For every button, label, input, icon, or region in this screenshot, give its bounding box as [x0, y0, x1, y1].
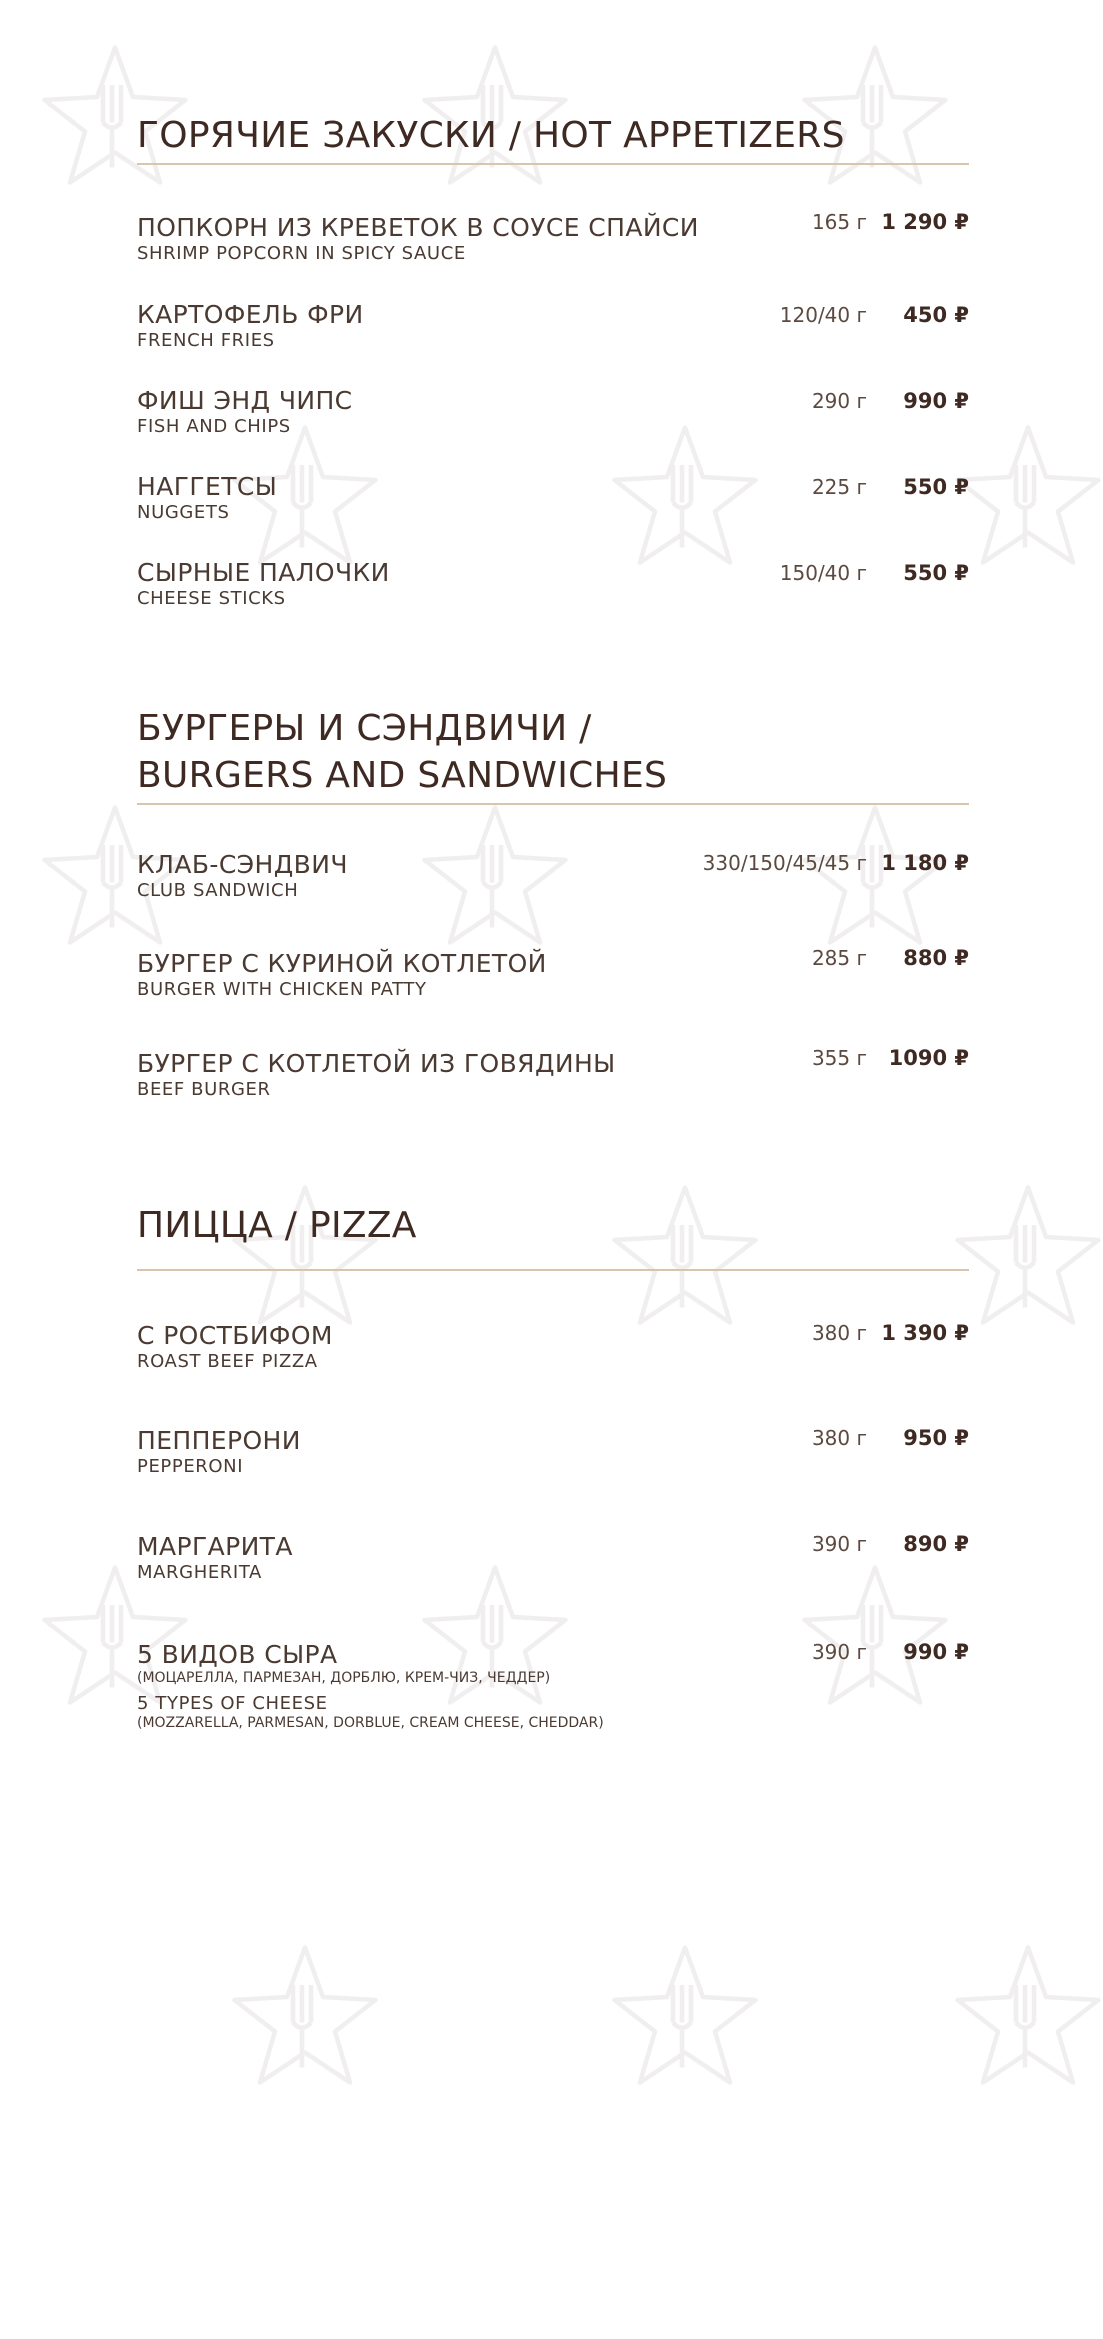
watermark [230, 1940, 380, 2130]
item-weight: 390 г [811, 1532, 867, 1556]
section-title: ПИЦЦА / PIZZA [137, 1205, 417, 1246]
section-divider [137, 1269, 969, 1271]
item-weight: 380 г [811, 1321, 867, 1345]
menu-item-french-fries [137, 300, 969, 352]
item-ingredients-ru: (МОЦАРЕЛЛА, ПАРМЕЗАН, ДОРБЛЮ, КРЕМ-ЧИЗ, ЧЕДДЕР) [137, 1670, 551, 1686]
item-name-ru: 5 ВИДОВ СЫРА [137, 1640, 338, 1669]
item-name-en: NUGGETS [137, 502, 230, 523]
section-title: ГОРЯЧИЕ ЗАКУСКИ / HOT APPETIZERS [137, 115, 845, 156]
item-name-en: BEEF BURGER [137, 1079, 271, 1100]
item-weight: 150/40 г [779, 561, 867, 585]
item-price: 550 ₽ [903, 561, 969, 585]
item-name-en: BURGER WITH CHICKEN PATTY [137, 979, 427, 1000]
item-name-ru: ФИШ ЭНД ЧИПС [137, 386, 353, 415]
item-weight: 285 г [811, 946, 867, 970]
item-name-ru: ПОПКОРН ИЗ КРЕВЕТОК В СОУСЕ СПАЙСИ [137, 213, 699, 242]
section-pizza [137, 1202, 969, 1271]
item-price: 450 ₽ [903, 303, 969, 327]
item-name-ru: МАРГАРИТА [137, 1532, 293, 1561]
watermark [953, 1940, 1103, 2130]
watermark-logo-icon [953, 1940, 1103, 2090]
menu-item-roast-beef-pizza [137, 1321, 969, 1373]
item-price: 1 290 ₽ [881, 210, 969, 234]
section-title: БУРГЕРЫ И СЭНДВИЧИ / BURGERS AND SANDWICHES [137, 708, 668, 796]
item-name-ru: БУРГЕР С КОТЛЕТОЙ ИЗ ГОВЯДИНЫ [137, 1049, 616, 1078]
item-name-ru: СЫРНЫЕ ПАЛОЧКИ [137, 558, 390, 587]
item-name-en: ROAST BEEF PIZZA [137, 1351, 318, 1372]
item-weight: 290 г [811, 389, 867, 413]
item-name-en: 5 TYPES OF CHEESE [137, 1693, 328, 1714]
section-divider [137, 803, 969, 805]
menu-item-fish-and-chips [137, 386, 969, 438]
item-name-en: FRENCH FRIES [137, 330, 275, 351]
item-weight: 225 г [811, 475, 867, 499]
item-weight: 380 г [811, 1426, 867, 1450]
watermark [610, 1940, 760, 2130]
menu-item-beef-burger [137, 1046, 969, 1101]
section-hot-appetizers [137, 112, 969, 165]
menu-item-shrimp-popcorn [137, 210, 969, 265]
item-price: 990 ₽ [903, 1640, 969, 1664]
item-name-en: PEPPERONI [137, 1456, 244, 1477]
menu-item-five-cheese-pizza [137, 1640, 969, 1732]
item-price: 950 ₽ [903, 1426, 969, 1450]
item-price: 880 ₽ [903, 946, 969, 970]
item-name-ru: КАРТОФЕЛЬ ФРИ [137, 300, 364, 329]
section-burgers [137, 705, 969, 805]
watermark-logo-icon [953, 420, 1103, 570]
menu-item-cheese-sticks [137, 558, 969, 610]
menu-item-pepperoni [137, 1426, 969, 1478]
section-divider [137, 163, 969, 165]
item-name-en: CHEESE STICKS [137, 588, 286, 609]
item-name-ru: БУРГЕР С КУРИНОЙ КОТЛЕТОЙ [137, 949, 547, 978]
menu-item-chicken-burger [137, 946, 969, 1001]
item-name-en: CLUB SANDWICH [137, 880, 299, 901]
item-name-en: SHRIMP POPCORN IN SPICY SAUCE [137, 243, 466, 264]
item-weight: 355 г [811, 1046, 867, 1070]
watermark [953, 1180, 1103, 1370]
watermark-logo-icon [230, 1940, 380, 2090]
watermark [953, 420, 1103, 610]
item-ingredients-en: (MOZZARELLA, PARMESAN, DORBLUE, CREAM CHEESE, CHEDDAR) [137, 1715, 604, 1731]
item-price: 550 ₽ [903, 475, 969, 499]
item-name-en: FISH AND CHIPS [137, 416, 291, 437]
item-price: 990 ₽ [903, 389, 969, 413]
item-name-ru: НАГГЕТСЫ [137, 472, 278, 501]
item-name-en: MARGHERITA [137, 1562, 262, 1583]
item-price: 1090 ₽ [888, 1046, 969, 1070]
watermark-logo-icon [610, 1940, 760, 2090]
menu-item-margherita [137, 1532, 969, 1584]
item-weight: 165 г [811, 210, 867, 234]
menu-item-nuggets [137, 472, 969, 524]
watermark-logo-icon [953, 1180, 1103, 1330]
item-name-ru: КЛАБ-СЭНДВИЧ [137, 850, 348, 879]
item-weight: 120/40 г [779, 303, 867, 327]
item-price: 890 ₽ [903, 1532, 969, 1556]
item-weight: 330/150/45/45 г [702, 851, 867, 875]
menu-item-club-sandwich [137, 850, 969, 902]
item-price: 1 390 ₽ [881, 1321, 969, 1345]
item-weight: 390 г [811, 1640, 867, 1664]
item-name-ru: ПЕППЕРОНИ [137, 1426, 301, 1455]
item-price: 1 180 ₽ [881, 851, 969, 875]
item-name-ru: С РОСТБИФОМ [137, 1321, 333, 1350]
